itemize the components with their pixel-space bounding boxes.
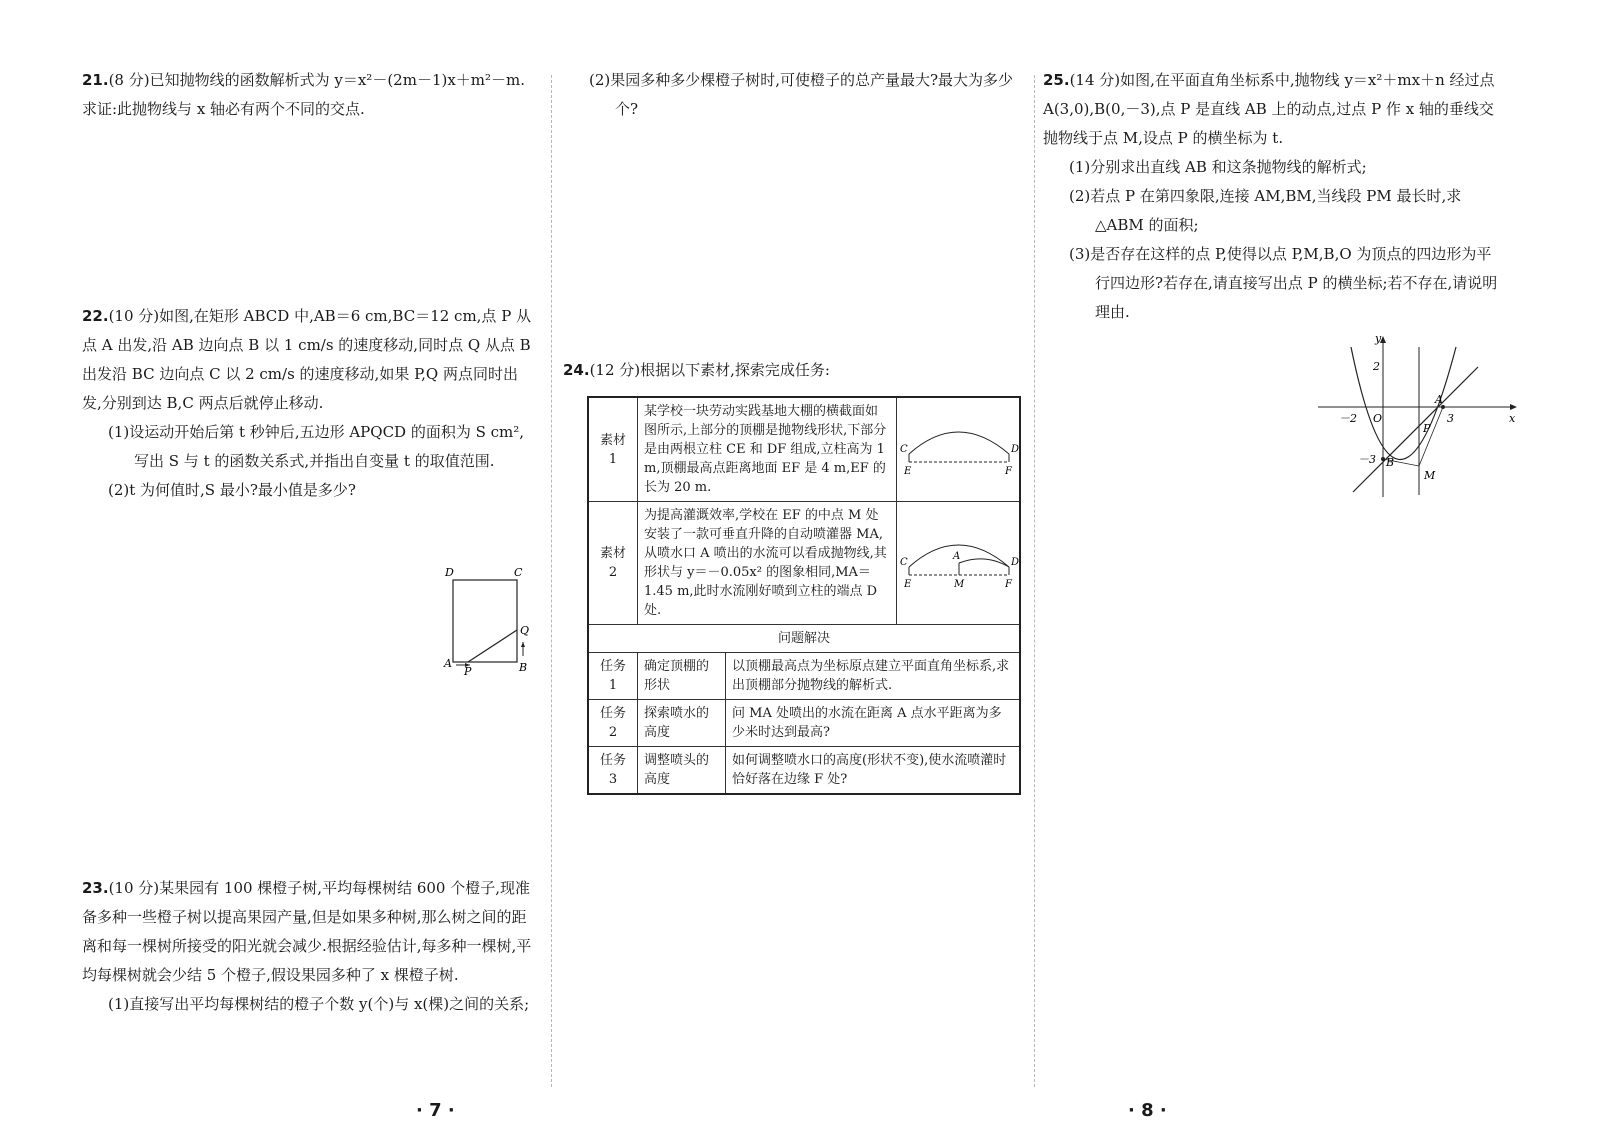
line-ab <box>1353 367 1478 492</box>
label-b: B <box>1386 456 1395 469</box>
table-row <box>588 502 1020 625</box>
task-name: 探索喷水的高度 <box>638 700 726 747</box>
label-m: M <box>954 579 965 590</box>
materials-table <box>587 396 1021 795</box>
question-number: 23. <box>82 879 109 897</box>
table-row <box>588 625 1020 653</box>
solve-header: 问题解决 <box>588 625 1020 653</box>
coordinate-graph <box>1313 332 1523 502</box>
page-number-left: · 7 · <box>416 1100 455 1121</box>
question-text: 如图,在矩形 ABCD 中,AB＝6 cm,BC＝12 cm,点 P 从点 A 出发,沿 AB 边向点 B 以 1 cm/s 的速度移动,同时点 Q 从点 B 出发沿 BC 边向点 C 以 2 cm/s 的速度移动,如果 P,Q 两点同时出发,分别到达 B,C 两点后就停止移动. <box>82 307 532 412</box>
question-score: (8 分) <box>108 71 150 89</box>
arrow-head-q <box>521 642 525 647</box>
question-part-2: (2)果园多种多少棵橙子树时,可使橙子的总产量最大?最大为多少个? <box>589 71 1014 118</box>
question-number: 21. <box>82 71 109 89</box>
material-label: 素材 2 <box>588 502 638 625</box>
task-text: 问 MA 处喷出的水流在距离 A 点水平距离为多少米时达到最高? <box>726 700 1021 747</box>
material-text: 某学校一块劳动实践基地大棚的横截面如图所示,上部分的顶棚是抛物线形状,下部分是由两根立柱 CE 和 DF 组成,立柱高为 1 m,顶棚最高点距离地面 EF 是 4 m,EF 的长为 20 m. <box>638 397 897 502</box>
table-row <box>588 397 1020 502</box>
point-b <box>1381 457 1385 461</box>
question-part-2: (2)t 为何值时,S 最小?最小值是多少? <box>108 481 356 499</box>
task-text: 以顶棚最高点为坐标原点建立平面直角坐标系,求出顶棚部分抛物线的解析式. <box>726 653 1021 700</box>
sprinkler-diagram <box>899 523 1020 597</box>
rectangle-figure <box>442 568 542 678</box>
tick-neg-3: －3 <box>1358 453 1376 466</box>
question-number: 22. <box>82 307 109 325</box>
tick-neg-2: －2 <box>1339 412 1357 425</box>
table-row <box>588 747 1020 795</box>
question-25 <box>1043 66 1503 327</box>
task-label: 任务 1 <box>588 653 638 700</box>
rectangle-abcd <box>453 580 517 662</box>
question-score: (10 分) <box>108 879 160 897</box>
label-y: y <box>1375 332 1382 345</box>
question-23-continued <box>563 66 1023 124</box>
material-figure <box>897 397 1021 502</box>
label-d: D <box>1011 557 1020 568</box>
question-score: (12 分) <box>589 361 641 379</box>
label-f: F <box>1005 465 1012 477</box>
material-label: 素材 1 <box>588 397 638 502</box>
label-a: A <box>953 551 961 562</box>
segment-pq <box>468 630 517 662</box>
label-x: x <box>1509 412 1516 425</box>
task-text: 如何调整喷水口的高度(形状不变),使水流喷灌时恰好落在边缘 F 处? <box>726 747 1021 795</box>
question-21 <box>82 66 537 124</box>
label-p: P <box>1423 422 1431 435</box>
label-c: C <box>900 557 908 568</box>
material-text: 为提高灌溉效率,学校在 EF 的中点 M 处安装了一款可垂直升降的自动喷灌器 MA,从喷水口 A 喷出的水流可以看成抛物线,其形状与 y＝－0.05x² 的图象相同,MA＝1.45 m,此时水流刚好喷到立柱的端点 D 处. <box>638 502 897 625</box>
question-score: (14 分) <box>1069 71 1121 89</box>
label-e: E <box>904 465 912 477</box>
table-row <box>588 700 1020 747</box>
label-a: A <box>444 657 452 670</box>
question-23 <box>82 874 537 1019</box>
question-24 <box>563 356 1023 385</box>
tick-3: 3 <box>1447 412 1454 425</box>
question-number: 24. <box>563 361 590 379</box>
question-part-1: (1)设运动开始后第 t 秒钟后,五边形 APQCD 的面积为 S cm²,写出 S 与 t 的函数关系式,并指出自变量 t 的取值范围. <box>108 423 525 470</box>
column-divider <box>551 75 552 1087</box>
label-q: Q <box>520 624 530 637</box>
question-22 <box>82 302 537 505</box>
label-b: B <box>519 661 528 674</box>
question-number: 25. <box>1043 71 1070 89</box>
x-axis-arrow <box>1510 404 1517 410</box>
question-text: 根据以下素材,探索完成任务: <box>640 361 830 379</box>
label-c: C <box>514 566 523 579</box>
label-o: O <box>1373 412 1383 425</box>
water-stream <box>959 559 1009 567</box>
question-text: 如图,在平面直角坐标系中,抛物线 y＝x²＋mx＋n 经过点 A(3,0),B(0,－3),点 P 是直线 AB 上的动点,过点 P 作 x 轴的垂线交抛物线于点 M,设点 P 的横坐标为 t. <box>1043 71 1495 147</box>
label-p: P <box>464 665 472 678</box>
task-label: 任务 2 <box>588 700 638 747</box>
tick-2: 2 <box>1373 360 1380 373</box>
label-a: A <box>1435 393 1443 406</box>
question-part-3: (3)是否存在这样的点 P,使得以点 P,M,B,O 为顶点的四边形为平行四边形?若存在,请直接写出点 P 的横坐标;若不存在,请说明理由. <box>1069 245 1498 321</box>
task-name: 调整喷头的高度 <box>638 747 726 795</box>
page-number-right: · 8 · <box>1128 1100 1167 1121</box>
question-text: 某果园有 100 棵橙子树,平均每棵树结 600 个橙子,现准备多种一些橙子树以提高果园产量,但是如果多种树,那么树之间的距离和每一棵树所接受的阳光就会减少.根据经验估计,每多种一棵树,平均每棵树就会少结 5 个橙子,假设果园多种了 x 棵橙子树. <box>82 879 532 984</box>
question-part-2: (2)若点 P 在第四象限,连接 AM,BM,当线段 PM 最长时,求△ABM 的面积; <box>1069 187 1462 234</box>
label-c: C <box>900 443 908 455</box>
question-score: (10 分) <box>108 307 160 325</box>
label-e: E <box>904 579 912 590</box>
label-d: D <box>1011 443 1020 455</box>
question-part-1: (1)直接写出平均每棵树结的橙子个数 y(个)与 x(棵)之间的关系; <box>108 995 530 1013</box>
task-label: 任务 3 <box>588 747 638 795</box>
column-divider <box>1034 75 1035 1087</box>
segment-am <box>1419 407 1443 466</box>
greenhouse-diagram <box>899 412 1020 482</box>
table-row <box>588 653 1020 700</box>
question-part-1: (1)分别求出直线 AB 和这条抛物线的解析式; <box>1069 158 1367 176</box>
label-f: F <box>1005 579 1012 590</box>
material-figure <box>897 502 1021 625</box>
label-d: D <box>445 566 454 579</box>
label-m: M <box>1424 469 1436 482</box>
roof-arc <box>909 432 1009 454</box>
task-name: 确定顶棚的形状 <box>638 653 726 700</box>
question-text: 已知抛物线的函数解析式为 y＝x²－(2m－1)x＋m²－m.求证:此抛物线与 x 轴必有两个不同的交点. <box>82 71 526 118</box>
